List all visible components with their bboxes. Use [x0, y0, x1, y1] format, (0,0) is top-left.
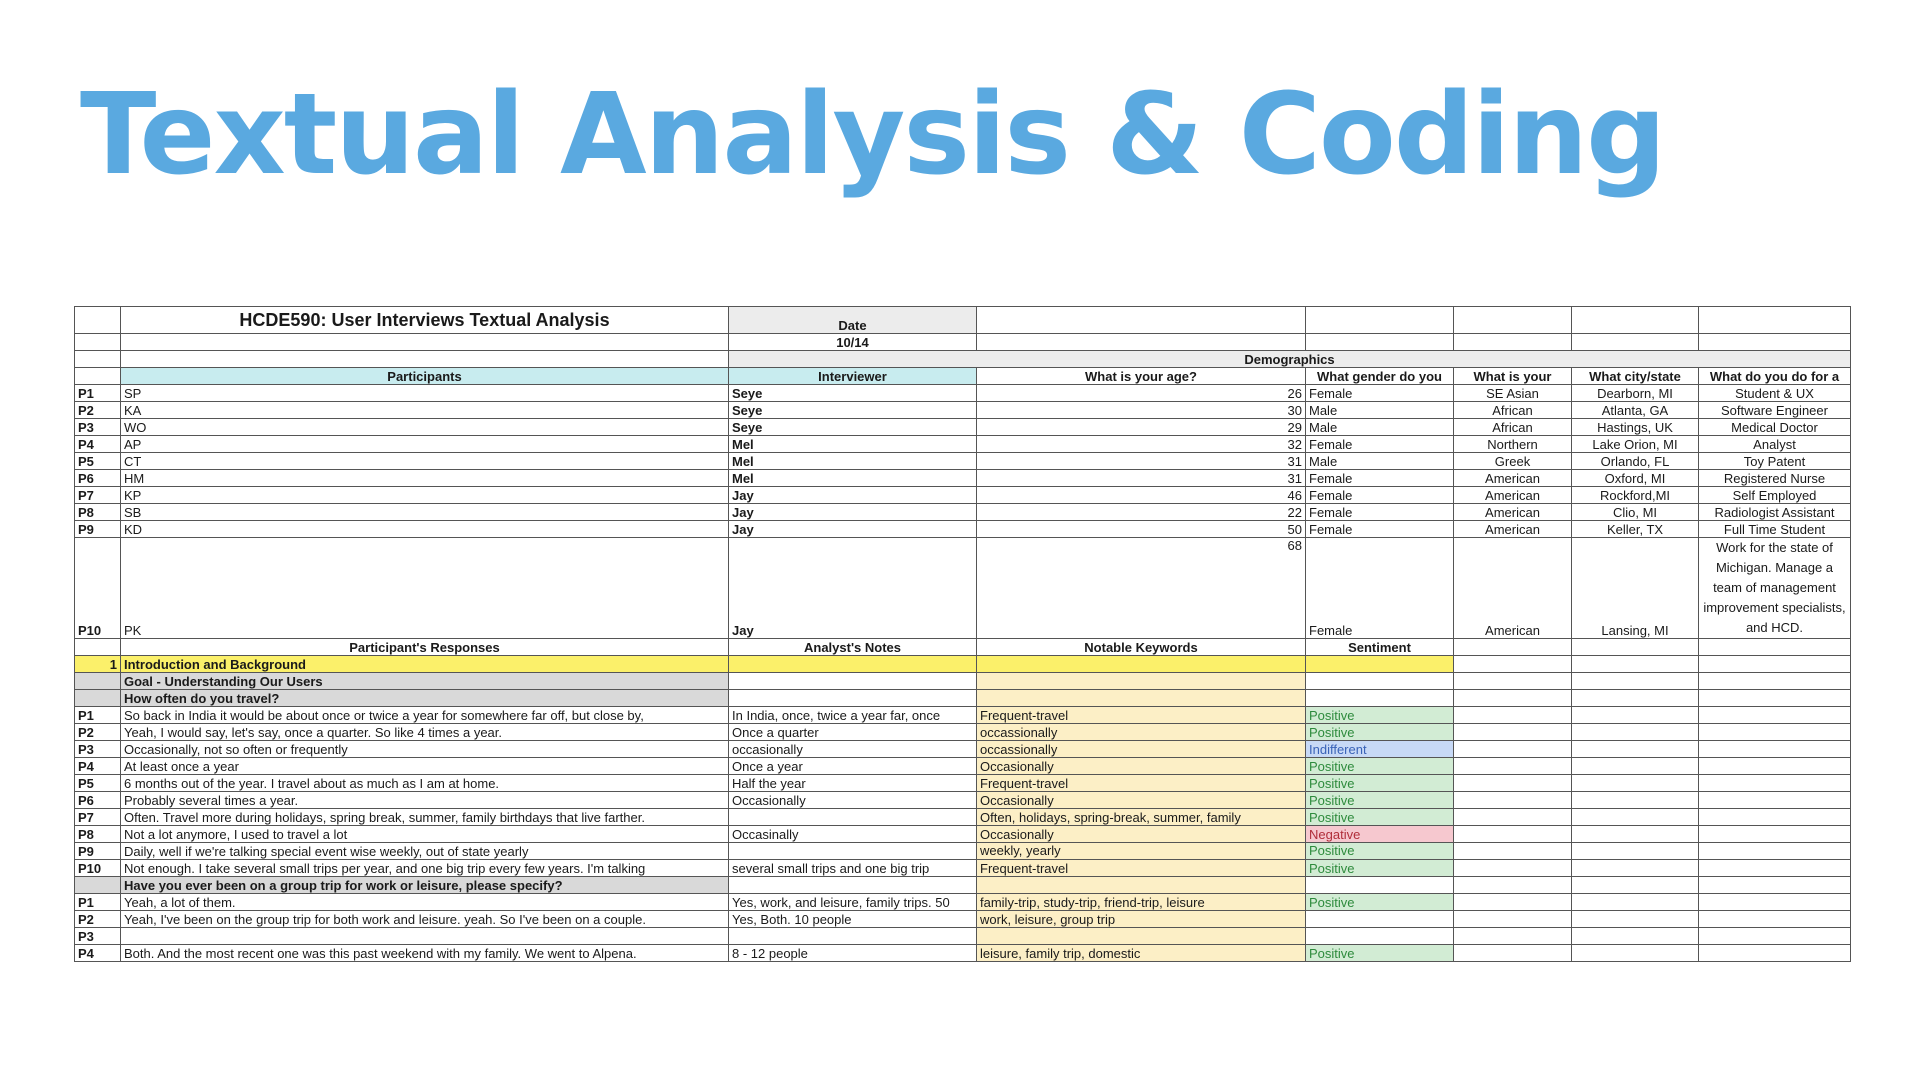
date-row — [75, 334, 1851, 351]
cell[interactable] — [1454, 334, 1572, 351]
cell[interactable] — [1572, 911, 1699, 928]
question-row — [75, 690, 1851, 707]
cell[interactable] — [1454, 307, 1572, 334]
analyst-note[interactable]: several small trips and one big trip — [729, 860, 977, 877]
cell[interactable] — [1699, 928, 1851, 945]
keywords-value[interactable]: family-trip, study-trip, friend-trip, leisure — [977, 894, 1306, 911]
goal-row-label[interactable]: Goal - Understanding Our Users — [121, 673, 729, 690]
header-keywords[interactable]: Notable Keywords — [977, 639, 1306, 656]
response-row — [75, 707, 1851, 724]
response-text[interactable]: Yeah, I've been on the group trip for both work and leisure. yeah. So I've been on a couple. — [121, 911, 729, 928]
cell[interactable] — [1454, 843, 1572, 860]
sentiment-value[interactable]: Positive — [1306, 775, 1454, 792]
cell[interactable] — [1454, 673, 1572, 690]
cell[interactable] — [1699, 334, 1851, 351]
participant-row — [75, 487, 1851, 504]
city-value[interactable]: Atlanta, GA — [1572, 402, 1699, 419]
response-row — [75, 928, 1851, 945]
gender-value[interactable]: Female — [1306, 487, 1454, 504]
cell[interactable] — [977, 656, 1306, 673]
response-row — [75, 758, 1851, 775]
cell[interactable] — [1572, 945, 1699, 962]
gender-value[interactable]: Female — [1306, 470, 1454, 487]
city-value[interactable]: Keller, TX — [1572, 521, 1699, 538]
cell[interactable] — [1572, 826, 1699, 843]
cell[interactable] — [1572, 843, 1699, 860]
participant-initials[interactable]: HM — [121, 470, 729, 487]
gender-value[interactable]: Male — [1306, 402, 1454, 419]
ethnicity-value[interactable]: Greek — [1454, 453, 1572, 470]
participant-row — [75, 470, 1851, 487]
response-participant-id[interactable]: P10 — [75, 860, 121, 877]
response-row — [75, 945, 1851, 962]
cell[interactable] — [977, 334, 1306, 351]
keywords-value[interactable]: weekly, yearly — [977, 843, 1306, 860]
participant-id[interactable]: P10 — [75, 538, 121, 639]
cell[interactable] — [1572, 877, 1699, 894]
response-row — [75, 792, 1851, 809]
spreadsheet-body — [75, 307, 1851, 962]
keywords-value[interactable]: occassionally — [977, 741, 1306, 758]
interviewer-name[interactable]: Mel — [729, 453, 977, 470]
cell[interactable] — [729, 690, 977, 707]
city-value[interactable]: Lansing, MI — [1572, 538, 1699, 639]
cell[interactable] — [1699, 707, 1851, 724]
age-value[interactable]: 32 — [977, 436, 1306, 453]
cell[interactable] — [1699, 809, 1851, 826]
occupation-value[interactable]: Full Time Student — [1699, 521, 1851, 538]
participant-row — [75, 385, 1851, 402]
response-participant-id[interactable]: P1 — [75, 707, 121, 724]
response-text[interactable]: Yeah, a lot of them. — [121, 894, 729, 911]
header-work[interactable]: What do you do for a — [1699, 368, 1851, 385]
sentiment-value[interactable]: Positive — [1306, 860, 1454, 877]
keywords-value[interactable]: Frequent-travel — [977, 860, 1306, 877]
header-ethnicity[interactable]: What is your — [1454, 368, 1572, 385]
cell[interactable] — [121, 351, 729, 368]
cell[interactable] — [1454, 860, 1572, 877]
age-value[interactable]: 30 — [977, 402, 1306, 419]
sentiment-value[interactable]: Positive — [1306, 894, 1454, 911]
city-value[interactable]: Oxford, MI — [1572, 470, 1699, 487]
interviewer-name[interactable]: Seye — [729, 402, 977, 419]
participant-id[interactable]: P6 — [75, 470, 121, 487]
cell[interactable] — [1572, 334, 1699, 351]
cell[interactable] — [1699, 656, 1851, 673]
slide-title: Textual Analysis & Coding — [80, 70, 1665, 200]
response-participant-id[interactable]: P4 — [75, 945, 121, 962]
participant-initials[interactable]: SB — [121, 504, 729, 521]
cell[interactable] — [977, 307, 1306, 334]
cell[interactable] — [1572, 639, 1699, 656]
response-row — [75, 894, 1851, 911]
keywords-value[interactable]: Often, holidays, spring-break, summer, family — [977, 809, 1306, 826]
response-row — [75, 843, 1851, 860]
analyst-note[interactable] — [729, 928, 977, 945]
city-value[interactable]: Dearborn, MI — [1572, 385, 1699, 402]
participant-initials[interactable]: PK — [121, 538, 729, 639]
cell[interactable] — [1454, 758, 1572, 775]
sentiment-value[interactable] — [1306, 928, 1454, 945]
response-header-row — [75, 639, 1851, 656]
cell[interactable] — [121, 334, 729, 351]
cell[interactable] — [1454, 724, 1572, 741]
participant-id[interactable]: P1 — [75, 385, 121, 402]
participant-id[interactable]: P4 — [75, 436, 121, 453]
section-number[interactable]: 1 — [75, 656, 121, 673]
cell[interactable] — [1699, 911, 1851, 928]
participant-id[interactable]: P9 — [75, 521, 121, 538]
header-participants[interactable]: Participants — [121, 368, 729, 385]
cell[interactable] — [729, 877, 977, 894]
interviewer-name[interactable]: Jay — [729, 538, 977, 639]
response-row — [75, 775, 1851, 792]
cell[interactable] — [75, 307, 121, 334]
cell[interactable] — [75, 639, 121, 656]
participant-initials[interactable]: CT — [121, 453, 729, 470]
cell[interactable] — [1454, 639, 1572, 656]
city-value[interactable]: Clio, MI — [1572, 504, 1699, 521]
participant-initials[interactable]: KD — [121, 521, 729, 538]
cell[interactable] — [1306, 656, 1454, 673]
occupation-value[interactable]: Self Employed — [1699, 487, 1851, 504]
cell[interactable] — [1454, 809, 1572, 826]
ethnicity-value[interactable]: American — [1454, 538, 1572, 639]
cell[interactable] — [1454, 894, 1572, 911]
ethnicity-value[interactable]: African — [1454, 402, 1572, 419]
response-row — [75, 911, 1851, 928]
keywords-value[interactable]: Frequent-travel — [977, 707, 1306, 724]
participant-row — [75, 521, 1851, 538]
cell[interactable] — [1699, 307, 1851, 334]
gender-value[interactable]: Male — [1306, 419, 1454, 436]
response-participant-id[interactable]: P6 — [75, 792, 121, 809]
response-row — [75, 809, 1851, 826]
response-text[interactable] — [121, 928, 729, 945]
section-label[interactable]: Introduction and Background — [121, 656, 729, 673]
cell[interactable] — [1454, 690, 1572, 707]
sentiment-value[interactable]: Positive — [1306, 724, 1454, 741]
response-participant-id[interactable]: P1 — [75, 894, 121, 911]
occupation-value[interactable]: Work for the state of Michigan. Manage a team of management improvement specialists, and HCD. — [1699, 538, 1851, 639]
question-row-label[interactable]: Have you ever been on a group trip for work or leisure, please specify? — [121, 877, 729, 894]
cell[interactable] — [977, 877, 1306, 894]
gender-value[interactable]: Female — [1306, 504, 1454, 521]
ethnicity-value[interactable]: Northern — [1454, 436, 1572, 453]
response-text[interactable]: Not a lot anymore, I used to travel a lot — [121, 826, 729, 843]
keywords-value[interactable]: Occasionally — [977, 826, 1306, 843]
cell[interactable] — [1699, 724, 1851, 741]
cell[interactable] — [729, 673, 977, 690]
sentiment-value[interactable]: Indifferent — [1306, 741, 1454, 758]
response-participant-id[interactable]: P3 — [75, 741, 121, 758]
header-age[interactable]: What is your age? — [977, 368, 1306, 385]
cell[interactable] — [75, 690, 121, 707]
header-sentiment[interactable]: Sentiment — [1306, 639, 1454, 656]
response-participant-id[interactable]: P2 — [75, 724, 121, 741]
header-gender[interactable]: What gender do you — [1306, 368, 1454, 385]
city-value[interactable]: Orlando, FL — [1572, 453, 1699, 470]
cell[interactable] — [977, 673, 1306, 690]
cell[interactable] — [75, 877, 121, 894]
cell[interactable] — [1699, 758, 1851, 775]
cell[interactable] — [1454, 911, 1572, 928]
cell[interactable] — [1572, 928, 1699, 945]
interviewer-name[interactable]: Jay — [729, 504, 977, 521]
cell[interactable] — [1454, 792, 1572, 809]
cell[interactable] — [1699, 775, 1851, 792]
response-participant-id[interactable]: P3 — [75, 928, 121, 945]
participant-id[interactable]: P2 — [75, 402, 121, 419]
cell[interactable] — [1306, 690, 1454, 707]
header-interviewer[interactable]: Interviewer — [729, 368, 977, 385]
age-value[interactable]: 50 — [977, 521, 1306, 538]
title-row — [75, 307, 1851, 334]
cell[interactable] — [1699, 792, 1851, 809]
question-row-label[interactable]: How often do you travel? — [121, 690, 729, 707]
sentiment-value[interactable]: Negative — [1306, 826, 1454, 843]
city-value[interactable]: Hastings, UK — [1572, 419, 1699, 436]
cell[interactable] — [1572, 758, 1699, 775]
occupation-value[interactable]: Medical Doctor — [1699, 419, 1851, 436]
cell[interactable] — [1699, 877, 1851, 894]
cell[interactable] — [1572, 860, 1699, 877]
sentiment-value[interactable]: Positive — [1306, 843, 1454, 860]
occupation-value[interactable]: Registered Nurse — [1699, 470, 1851, 487]
sheet-title[interactable]: HCDE590: User Interviews Textual Analysis — [121, 307, 729, 334]
keywords-value[interactable]: Occasionally — [977, 792, 1306, 809]
analyst-note[interactable] — [729, 809, 977, 826]
response-text[interactable]: Yeah, I would say, let's say, once a quarter. So like 4 times a year. — [121, 724, 729, 741]
cell[interactable] — [1454, 741, 1572, 758]
gender-value[interactable]: Male — [1306, 453, 1454, 470]
cell[interactable] — [1572, 656, 1699, 673]
age-value[interactable]: 68 — [977, 538, 1306, 639]
response-text[interactable]: Daily, well if we're talking special event wise weekly, out of state yearly — [121, 843, 729, 860]
cell[interactable] — [1454, 877, 1572, 894]
cell[interactable] — [1454, 928, 1572, 945]
gender-value[interactable]: Female — [1306, 436, 1454, 453]
response-text[interactable]: At least once a year — [121, 758, 729, 775]
sentiment-value[interactable] — [1306, 911, 1454, 928]
cell[interactable] — [1454, 826, 1572, 843]
ethnicity-value[interactable]: SE Asian — [1454, 385, 1572, 402]
response-participant-id[interactable]: P8 — [75, 826, 121, 843]
cell[interactable] — [75, 334, 121, 351]
keywords-value[interactable] — [977, 928, 1306, 945]
response-text[interactable]: Not enough. I take several small trips per year, and one big trip every few years. I'm talking — [121, 860, 729, 877]
cell[interactable] — [1699, 673, 1851, 690]
response-text[interactable]: Often. Travel more during holidays, spring break, summer, family birthdays that live farther. — [121, 809, 729, 826]
cell[interactable] — [75, 351, 121, 368]
interviewer-name[interactable]: Jay — [729, 521, 977, 538]
response-row — [75, 860, 1851, 877]
city-value[interactable]: Rockford,MI — [1572, 487, 1699, 504]
interviewer-name[interactable]: Seye — [729, 385, 977, 402]
cell[interactable] — [1699, 639, 1851, 656]
age-value[interactable]: 22 — [977, 504, 1306, 521]
keywords-value[interactable]: Occasionally — [977, 758, 1306, 775]
section-row — [75, 656, 1851, 673]
cell[interactable] — [1306, 673, 1454, 690]
participant-initials[interactable]: WO — [121, 419, 729, 436]
keywords-value[interactable]: work, leisure, group trip — [977, 911, 1306, 928]
gender-value[interactable]: Female — [1306, 538, 1454, 639]
cell[interactable] — [1454, 945, 1572, 962]
cell[interactable] — [1699, 860, 1851, 877]
header-city[interactable]: What city/state — [1572, 368, 1699, 385]
cell[interactable] — [977, 690, 1306, 707]
interviewer-name[interactable]: Mel — [729, 436, 977, 453]
cell[interactable] — [1699, 894, 1851, 911]
participant-row — [75, 436, 1851, 453]
cell[interactable] — [1699, 741, 1851, 758]
analyst-note[interactable]: Yes, work, and leisure, family trips. 50 — [729, 894, 977, 911]
analyst-note[interactable]: 8 - 12 people — [729, 945, 977, 962]
response-participant-id[interactable]: P4 — [75, 758, 121, 775]
gender-value[interactable]: Female — [1306, 385, 1454, 402]
participant-initials[interactable]: KP — [121, 487, 729, 504]
participant-row — [75, 419, 1851, 436]
cell[interactable] — [1306, 334, 1454, 351]
ethnicity-value[interactable]: American — [1454, 470, 1572, 487]
date-value[interactable]: 10/14 — [729, 334, 977, 351]
cell[interactable] — [1699, 826, 1851, 843]
header-row — [75, 368, 1851, 385]
cell[interactable] — [1572, 741, 1699, 758]
interviewer-name[interactable]: Seye — [729, 419, 977, 436]
response-text[interactable]: Probably several times a year. — [121, 792, 729, 809]
participant-id[interactable]: P5 — [75, 453, 121, 470]
interviewer-name[interactable]: Jay — [729, 487, 977, 504]
ethnicity-value[interactable]: American — [1454, 487, 1572, 504]
cell[interactable] — [1572, 690, 1699, 707]
participant-row — [75, 453, 1851, 470]
sentiment-value[interactable]: Positive — [1306, 758, 1454, 775]
ethnicity-value[interactable]: American — [1454, 504, 1572, 521]
analyst-note[interactable] — [729, 843, 977, 860]
participant-id[interactable]: P7 — [75, 487, 121, 504]
demographics-label[interactable]: Demographics — [729, 351, 1851, 368]
analyst-note[interactable]: In India, once, twice a year far, once — [729, 707, 977, 724]
date-label[interactable]: Date — [729, 307, 977, 334]
occupation-value[interactable]: Radiologist Assistant — [1699, 504, 1851, 521]
analyst-note[interactable]: Occasinally — [729, 826, 977, 843]
response-text[interactable]: Occasionally, not so often or frequently — [121, 741, 729, 758]
occupation-value[interactable]: Software Engineer — [1699, 402, 1851, 419]
participant-initials[interactable]: KA — [121, 402, 729, 419]
cell[interactable] — [1572, 775, 1699, 792]
question-row — [75, 877, 1851, 894]
sentiment-value[interactable]: Positive — [1306, 707, 1454, 724]
cell[interactable] — [1699, 843, 1851, 860]
header-analyst-notes[interactable]: Analyst's Notes — [729, 639, 977, 656]
participant-id[interactable]: P8 — [75, 504, 121, 521]
occupation-value[interactable]: Toy Patent — [1699, 453, 1851, 470]
analyst-note[interactable]: Yes, Both. 10 people — [729, 911, 977, 928]
gender-value[interactable]: Female — [1306, 521, 1454, 538]
response-participant-id[interactable]: P9 — [75, 843, 121, 860]
analyst-note[interactable]: occasionally — [729, 741, 977, 758]
participant-row — [75, 538, 1851, 639]
response-participant-id[interactable]: P7 — [75, 809, 121, 826]
cell[interactable] — [1572, 894, 1699, 911]
participant-initials[interactable]: AP — [121, 436, 729, 453]
participant-id[interactable]: P3 — [75, 419, 121, 436]
response-text[interactable]: Both. And the most recent one was this past weekend with my family. We went to Alpena. — [121, 945, 729, 962]
keywords-value[interactable]: occassionally — [977, 724, 1306, 741]
response-text[interactable]: So back in India it would be about once or twice a year for somewhere far off, but close by, — [121, 707, 729, 724]
goal-row — [75, 673, 1851, 690]
response-participant-id[interactable]: P2 — [75, 911, 121, 928]
demographics-row — [75, 351, 1851, 368]
cell[interactable] — [1306, 307, 1454, 334]
cell[interactable] — [1572, 809, 1699, 826]
cell[interactable] — [1699, 945, 1851, 962]
age-value[interactable]: 46 — [977, 487, 1306, 504]
cell[interactable] — [1572, 307, 1699, 334]
cell[interactable] — [1572, 724, 1699, 741]
age-value[interactable]: 29 — [977, 419, 1306, 436]
cell[interactable] — [1454, 656, 1572, 673]
response-row — [75, 826, 1851, 843]
cell[interactable] — [1572, 792, 1699, 809]
occupation-value[interactable]: Student & UX — [1699, 385, 1851, 402]
cell[interactable] — [1454, 707, 1572, 724]
cell[interactable] — [1454, 775, 1572, 792]
keywords-value[interactable]: Frequent-travel — [977, 775, 1306, 792]
age-value[interactable]: 26 — [977, 385, 1306, 402]
age-value[interactable]: 31 — [977, 453, 1306, 470]
cell[interactable] — [1572, 707, 1699, 724]
sentiment-value[interactable]: Positive — [1306, 792, 1454, 809]
participant-row — [75, 504, 1851, 521]
participant-row — [75, 402, 1851, 419]
analyst-note[interactable]: Once a quarter — [729, 724, 977, 741]
cell[interactable] — [75, 673, 121, 690]
cell[interactable] — [75, 368, 121, 385]
ethnicity-value[interactable]: African — [1454, 419, 1572, 436]
cell[interactable] — [729, 656, 977, 673]
interviewer-name[interactable]: Mel — [729, 470, 977, 487]
keywords-value[interactable]: leisure, family trip, domestic — [977, 945, 1306, 962]
analyst-note[interactable]: Occasionally — [729, 792, 977, 809]
spreadsheet-table — [74, 306, 1851, 962]
cell[interactable] — [1306, 877, 1454, 894]
response-row — [75, 724, 1851, 741]
header-responses[interactable]: Participant's Responses — [121, 639, 729, 656]
city-value[interactable]: Lake Orion, MI — [1572, 436, 1699, 453]
sentiment-value[interactable]: Positive — [1306, 945, 1454, 962]
occupation-value[interactable]: Analyst — [1699, 436, 1851, 453]
response-row — [75, 741, 1851, 758]
cell[interactable] — [1572, 673, 1699, 690]
ethnicity-value[interactable]: American — [1454, 521, 1572, 538]
analyst-note[interactable]: Half the year — [729, 775, 977, 792]
analyst-note[interactable]: Once a year — [729, 758, 977, 775]
cell[interactable] — [1699, 690, 1851, 707]
sentiment-value[interactable]: Positive — [1306, 809, 1454, 826]
response-participant-id[interactable]: P5 — [75, 775, 121, 792]
response-text[interactable]: 6 months out of the year. I travel about as much as I am at home. — [121, 775, 729, 792]
age-value[interactable]: 31 — [977, 470, 1306, 487]
participant-initials[interactable]: SP — [121, 385, 729, 402]
